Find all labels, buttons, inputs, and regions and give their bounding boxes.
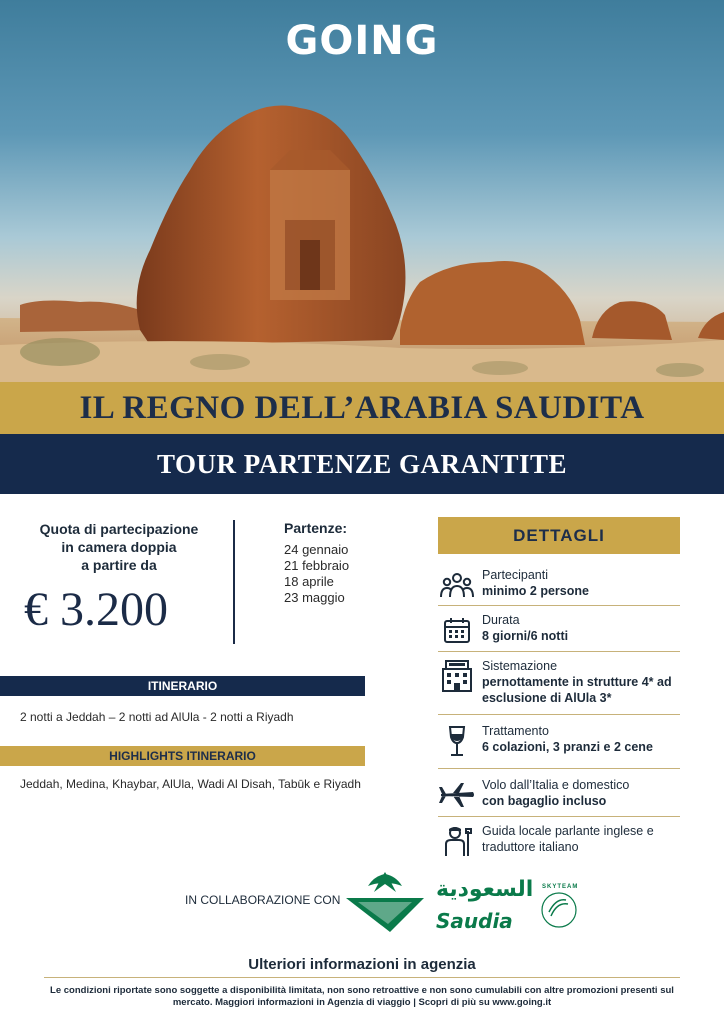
saudia-wordmark: Saudia: [436, 909, 513, 933]
price-label-line: in camera doppia: [61, 539, 177, 555]
detail-meals: [438, 723, 680, 759]
itinerary-heading: ITINERARIO: [0, 676, 365, 696]
divider: [438, 768, 680, 769]
going-logo: [0, 18, 724, 64]
tour-guide-icon: [438, 823, 476, 859]
detail-value: 8 giorni/6 notti: [482, 629, 569, 643]
saudia-arabic-wordmark: السعودية: [436, 877, 534, 902]
vertical-divider: [233, 520, 235, 644]
departure-date: 24 gennaio: [284, 542, 349, 557]
departure-date: 23 maggio: [284, 590, 345, 605]
detail-label: Partecipanti: [482, 568, 549, 582]
detail-guide: [438, 823, 680, 859]
airplane-icon: [438, 777, 476, 813]
calendar-icon: [438, 612, 476, 648]
detail-label: Sistemazione: [482, 659, 558, 673]
detail-value: pernottamente in strutture 4* ad esclusione di AlUla 3*: [482, 675, 672, 705]
logo-text: GOING: [285, 18, 439, 64]
subtitle-banner: [0, 434, 724, 494]
wine-glass-icon: [438, 723, 476, 759]
hotel-icon: [438, 658, 476, 694]
page-title: IL REGNO DELL’ARABIA SAUDITA: [79, 389, 645, 426]
details-heading: DETTAGLI: [438, 517, 680, 554]
title-banner: [0, 382, 724, 434]
price-label: [14, 520, 224, 574]
detail-value: 6 colazioni, 3 pranzi e 2 cene: [482, 740, 653, 754]
highlights-text: Jeddah, Medina, Khaybar, AlUla, Wadi Al Disah, Tabūk e Riyadh: [20, 777, 361, 791]
divider: [438, 651, 680, 652]
departures-heading: Partenze:: [284, 520, 348, 536]
divider: [438, 714, 680, 715]
detail-flight: [438, 777, 680, 813]
divider: [438, 816, 680, 817]
detail-participants: [438, 567, 680, 603]
skyteam-wordmark: SKYTEAM: [542, 884, 579, 890]
collaboration-label: IN COLLABORAZIONE CON: [185, 893, 341, 907]
detail-label: Durata: [482, 613, 520, 627]
detail-accommodation: [438, 658, 680, 706]
divider: [438, 605, 680, 606]
price-label-line: a partire da: [81, 557, 157, 573]
departure-date: 18 aprile: [284, 574, 334, 589]
people-group-icon: [438, 567, 476, 603]
departure-date: 21 febbraio: [284, 558, 350, 573]
hero-image: [0, 0, 724, 382]
detail-value: minimo 2 persone: [482, 584, 589, 598]
highlights-heading: HIGHLIGHTS ITINERARIO: [0, 746, 365, 766]
price-label-line: Quota di partecipazione: [39, 521, 199, 537]
price-value: € 3.200: [24, 583, 168, 636]
footer-disclaimer: Le condizioni riportate sono soggette a disponibilità limitata, non sono retroattive e non sono cumulabili con altre promozioni presenti sul mercato. Maggiori informazioni in Agenzia di viaggio | Scopri di più su www.going.it: [50, 985, 674, 1008]
more-info-text: Ulteriori informazioni in agenzia: [248, 956, 476, 973]
detail-label: Volo dall’Italia e domestico: [482, 778, 630, 792]
detail-label: Guida locale parlante inglese e traduttore italiano: [482, 824, 654, 854]
detail-duration: [438, 612, 680, 648]
itinerary-text: 2 notti a Jeddah – 2 notti ad AlUla - 2 notti a Riyadh: [20, 710, 294, 724]
detail-label: Trattamento: [482, 724, 549, 738]
footer-divider: [44, 977, 680, 978]
detail-value: con bagaglio incluso: [482, 794, 607, 808]
page-subtitle: TOUR PARTENZE GARANTITE: [156, 448, 568, 479]
departures-block: [284, 520, 424, 606]
